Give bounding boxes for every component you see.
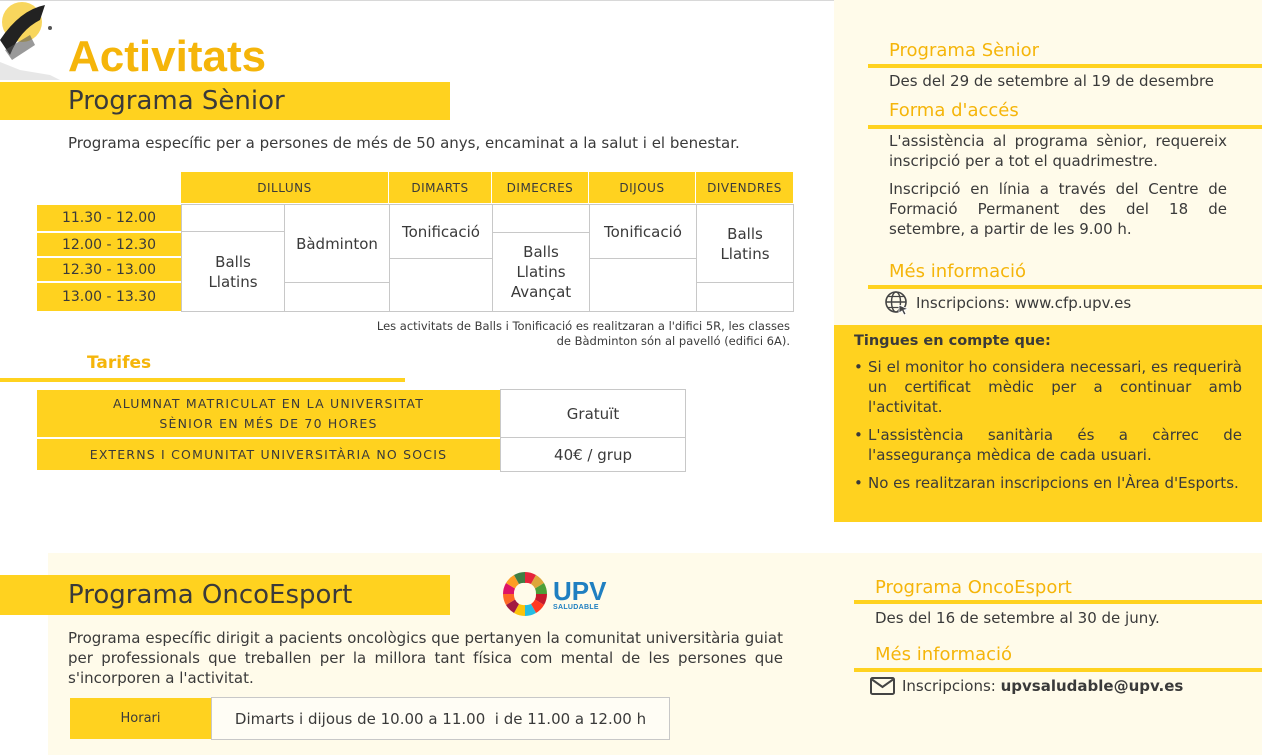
cell-dijous-tonificacio: Tonificació [589, 204, 697, 259]
sidebar-onco-info-prefix: Inscripcions: [902, 677, 1001, 695]
cell-dilluns-empty-bottom [284, 282, 390, 312]
sidebar-onco-line-1 [854, 600, 1262, 604]
time-slot-1: 11.30 - 12.00 [37, 205, 181, 233]
day-header-dimarts: DIMARTS [389, 172, 492, 203]
senior-band-title-text: Programa Sènior [68, 86, 285, 116]
sidebar-senior-line-2 [868, 125, 1262, 129]
time-slot-2: 12.00 - 12.30 [37, 233, 181, 258]
time-slot-3: 12.30 - 13.00 [37, 258, 181, 283]
sidebar-senior-program-heading: Programa Sènior [889, 40, 1040, 61]
sidebar-senior-info-link[interactable]: Inscripcions: www.cfp.upv.es [916, 294, 1132, 312]
day-header-dijous: DIJOUS [589, 172, 696, 203]
sidebar-onco-program-heading: Programa OncoEsport [875, 577, 1072, 598]
cell-dimecres-balls-avancat: Balls Llatins Avançat [492, 232, 590, 312]
sidebar-senior-access-text-1: L'assistència al programa sènior, requereix inscripció per a tot el quadrimestre. [889, 132, 1227, 170]
sidebar-onco-program-dates: Des del 16 de setembre al 30 de juny. [875, 609, 1160, 627]
cell-divendres-empty [696, 282, 794, 312]
tarif-row-1-label: ALUMNAT MATRICULAT EN LA UNIVERSITAT SÈNIOR EN MÉS DE 70 HORES [37, 390, 500, 437]
tarif-row-2-value: 40€ / grup [500, 437, 686, 472]
sidebar-onco-info-email[interactable]: upvsaludable@upv.es [1000, 677, 1184, 695]
globe-icon [884, 290, 910, 316]
sdg-wheel-icon [500, 569, 550, 619]
cell-dimarts-empty [389, 258, 493, 312]
day-header-divendres: DIVENDRES [696, 172, 793, 203]
notice-item-3: • No es realitzaran inscripcions en l'Àrea d'Esports. [854, 473, 1242, 493]
sidebar-senior-info-row[interactable] [884, 290, 1131, 316]
notice-heading: Tingues en compte que: [854, 333, 1051, 349]
tarif-row-2-label: EXTERNS I COMUNITAT UNIVERSITÀRIA NO SOCIS [37, 439, 500, 470]
onco-band-title-text: Programa OncoEsport [68, 580, 353, 610]
tarif-row-1-value: Gratuït [500, 389, 686, 438]
notice-item-2: • L'assistència sanitària és a càrrec de l'assegurança mèdica de cada usuari. [854, 425, 1242, 465]
senior-location-note [300, 319, 790, 349]
notice-item-1: • Si el monitor ho considera necessari, es requerirà un certificat mèdic per a continuar amb l'activitat. [854, 357, 1242, 417]
onco-schedule-value: Dimarts i dijous de 10.00 a 11.00 i de 11.00 a 12.00 h [211, 697, 670, 740]
cell-dijous-empty [589, 258, 697, 312]
notice-box [834, 325, 1262, 522]
cell-dimarts-tonificacio: Tonificació [389, 204, 493, 259]
cell-dilluns-badminton: Bàdminton [284, 204, 390, 283]
senior-band-title [0, 82, 450, 120]
sidebar-onco-info-heading: Més informació [875, 644, 1013, 665]
time-slot-4: 13.00 - 13.30 [37, 283, 181, 311]
senior-location-note-line1: Les activitats de Balls i Tonificació es realitzaran a l'difici 5R, les classes [376, 319, 790, 333]
sidebar-senior-access-text-2: Inscripció en línia a través del Centre de Formació Permanent des del 18 de setembre, a partir de les 9.00 h. [889, 180, 1227, 238]
sidebar-senior-access-heading: Forma d'accés [889, 100, 1019, 121]
sidebar-onco-info-row[interactable] [870, 676, 1183, 696]
sidebar-senior-line-3 [868, 285, 1262, 289]
day-header-dimecres: DIMECRES [492, 172, 589, 203]
cell-dilluns-balls-llatins: Balls Llatins [181, 231, 285, 312]
sidebar-onco-line-2 [854, 668, 1262, 672]
onco-band-title [0, 575, 450, 615]
senior-location-note-line2: de Bàdminton són al pavelló (edifici 6A). [556, 334, 790, 348]
upv-saludable-logo [500, 569, 606, 619]
cell-divendres-balls-llatins: Balls Llatins [696, 204, 794, 283]
cell-dilluns-empty-top [181, 204, 285, 232]
logo-saludable-text: SALUDABLE [553, 603, 599, 611]
sidebar-senior-line-1 [868, 64, 1262, 68]
logo-upv-text: UPV [553, 575, 607, 606]
onco-description: Programa específic dirigit a pacients oncològics que pertanyen la comunitat universitària guiat per professionals que treballen per la millora tant física com mental de les persones que s'incorporen a l'activitat. [68, 629, 783, 687]
page-title: Activitats [68, 32, 267, 81]
tarifes-title: Tarifes [87, 353, 152, 373]
onco-schedule-label: Horari [70, 698, 211, 739]
senior-description: Programa específic per a persones de més de 50 anys, encaminat a la salut i el benestar. [68, 134, 740, 152]
upv-saludable-logo-text [553, 575, 607, 611]
tarifes-underline [0, 378, 405, 382]
cell-dimecres-empty [492, 204, 590, 233]
sidebar-senior-info-heading: Més informació [889, 261, 1027, 282]
day-header-dilluns: DILLUNS [181, 172, 389, 203]
mail-icon [870, 676, 895, 696]
sidebar-senior-program-dates: Des del 29 de setembre al 19 de desembre [889, 72, 1215, 90]
